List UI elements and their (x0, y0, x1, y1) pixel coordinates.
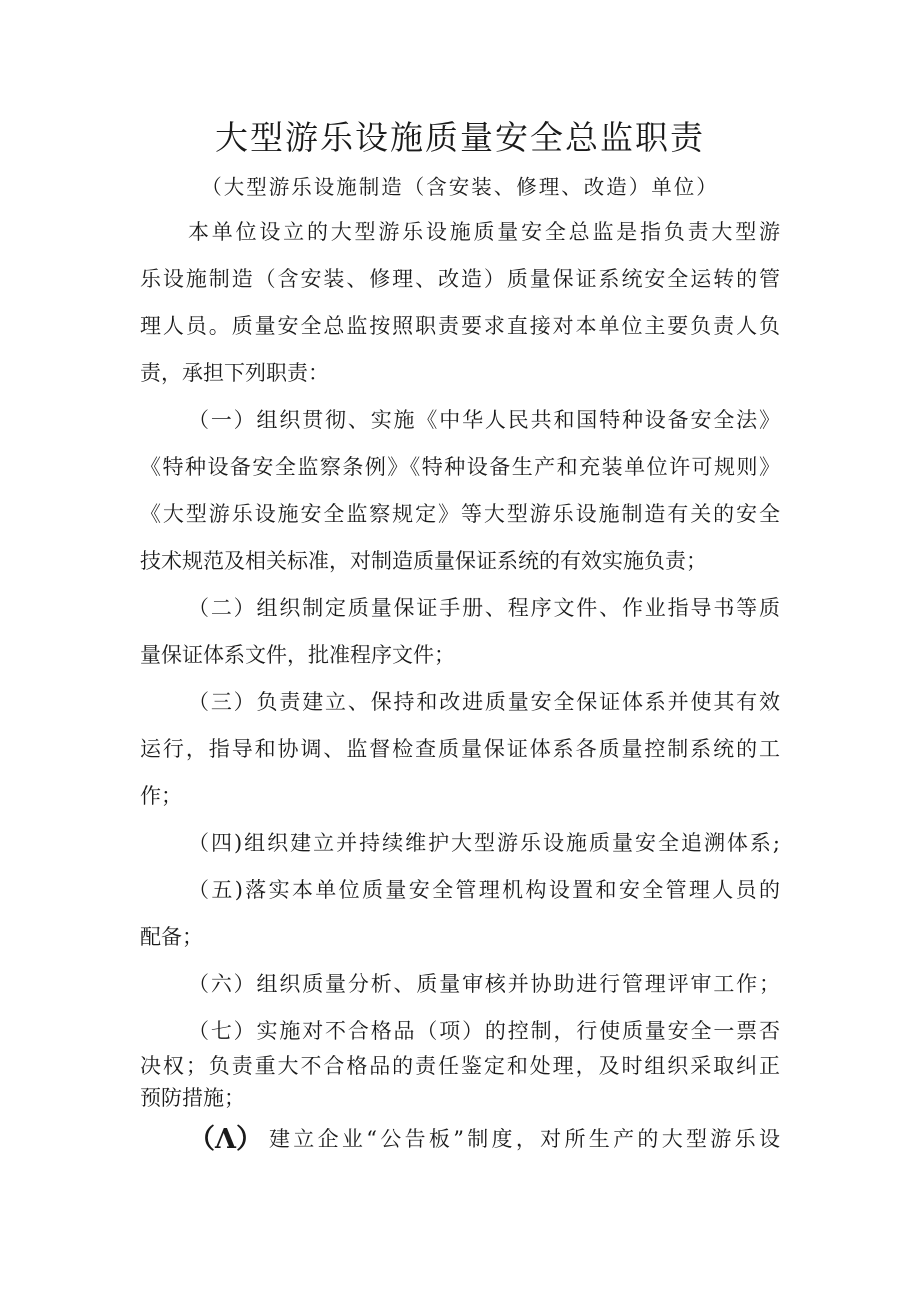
item-3-line-2: 运行，指导和协调、监督检查质量保证体系各质量控制系统的工 (140, 737, 780, 761)
item-1-line-4: 技术规范及相关标准，对制造质量保证系统的有效实施负责； (140, 549, 707, 573)
item-8-marker: （Λ） (188, 1124, 263, 1155)
document-title: 大型游乐设施质量安全总监职责 (215, 118, 705, 157)
item-3-line-1: （三）负责建立、保持和改进质量安全保证体系并使其有效 (188, 690, 780, 714)
item-1-line-1: （一）组织贯彻、实施《中华人民共和国特种设备安全法》 (188, 408, 780, 432)
intro-line-2: 乐设施制造（含安装、修理、改造）质量保证系统安全运转的管 (140, 267, 780, 291)
document-subtitle: （大型游乐设施制造（含安装、修理、改造）单位） (201, 175, 719, 199)
item-1-line-2: 《特种设备安全监察条例》《特种设备生产和充装单位许可规则》 (140, 455, 780, 479)
item-3-line-3: 作； (140, 784, 182, 808)
item-7-line-3: 预防措施； (140, 1086, 245, 1110)
item-1-line-3: 《大型游乐设施安全监察规定》等大型游乐设施制造有关的安全 (140, 502, 780, 526)
item-2-line-1: （二）组织制定质量保证手册、程序文件、作业指导书等质 (188, 596, 780, 620)
item-7-line-1: （七）实施对不合格品（项）的控制，行使质量安全一票否 (188, 1019, 780, 1043)
intro-line-3: 理人员。质量安全总监按照职责要求直接对本单位主要负责人负 (140, 314, 780, 338)
intro-line-4: 责，承担下列职责： (140, 361, 329, 385)
item-5-line-2: 配备； (140, 925, 203, 949)
item-8-text: 建立企业“公告板”制度，对所生产的大型游乐设 (268, 1127, 780, 1151)
item-5-line-1: （五)落实本单位质量安全管理机构设置和安全管理人员的 (188, 878, 780, 902)
item-8-line-1 (188, 1126, 780, 1153)
item-7-line-2: 决权；负责重大不合格品的责任鉴定和处理，及时组织采取纠正 (140, 1054, 780, 1078)
item-4-line-1: （四)组织建立并持续维护大型游乐设施质量安全追溯体系; (188, 831, 780, 855)
item-2-line-2: 量保证体系文件，批准程序文件； (140, 643, 455, 667)
intro-line-1: 本单位设立的大型游乐设施质量安全总监是指负责大型游 (188, 220, 780, 244)
item-6-line-1: （六）组织质量分析、质量审核并协助进行管理评审工作； (188, 972, 780, 996)
